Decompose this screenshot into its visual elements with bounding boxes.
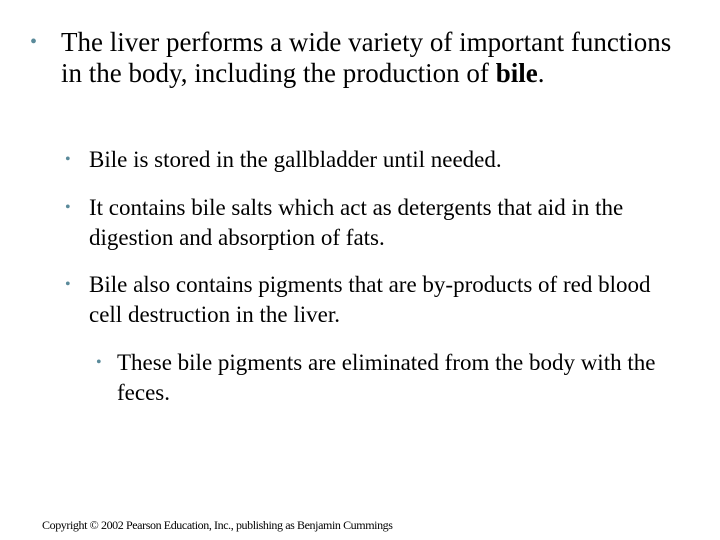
bullet-icon: • [65, 199, 71, 216]
sub-bullet-point [65, 193, 685, 253]
main-bullet-point [30, 27, 680, 89]
sub-point-text: Bile is stored in the gallbladder until needed. [89, 147, 502, 172]
sub-sub-point-text: These bile pigments are eliminated from the body with the feces. [117, 350, 656, 405]
bullet-icon: • [65, 151, 71, 168]
main-point-end: . [537, 58, 545, 88]
sub-point-text: It contains bile salts which act as detergents that aid in the digestion and absorption of fats. [89, 195, 624, 250]
main-point-emphasis: bile [495, 58, 538, 88]
copyright-footer: Copyright © 2002 Pearson Education, Inc., publishing as Benjamin Cummings [42, 518, 393, 532]
main-point-text [61, 27, 680, 89]
main-point-body: The liver performs a wide variety of important functions in the body, including the production of [61, 27, 672, 88]
sub-point-text: Bile also contains pigments that are by-products of red blood cell destruction in the liver. [89, 272, 651, 327]
bullet-icon: • [65, 276, 71, 293]
sub-bullet-point [65, 145, 685, 175]
bullet-icon: • [30, 31, 38, 53]
sub-bullet-point [65, 270, 685, 330]
sub-sub-bullet-point [96, 348, 686, 408]
bullet-icon: • [96, 354, 102, 371]
